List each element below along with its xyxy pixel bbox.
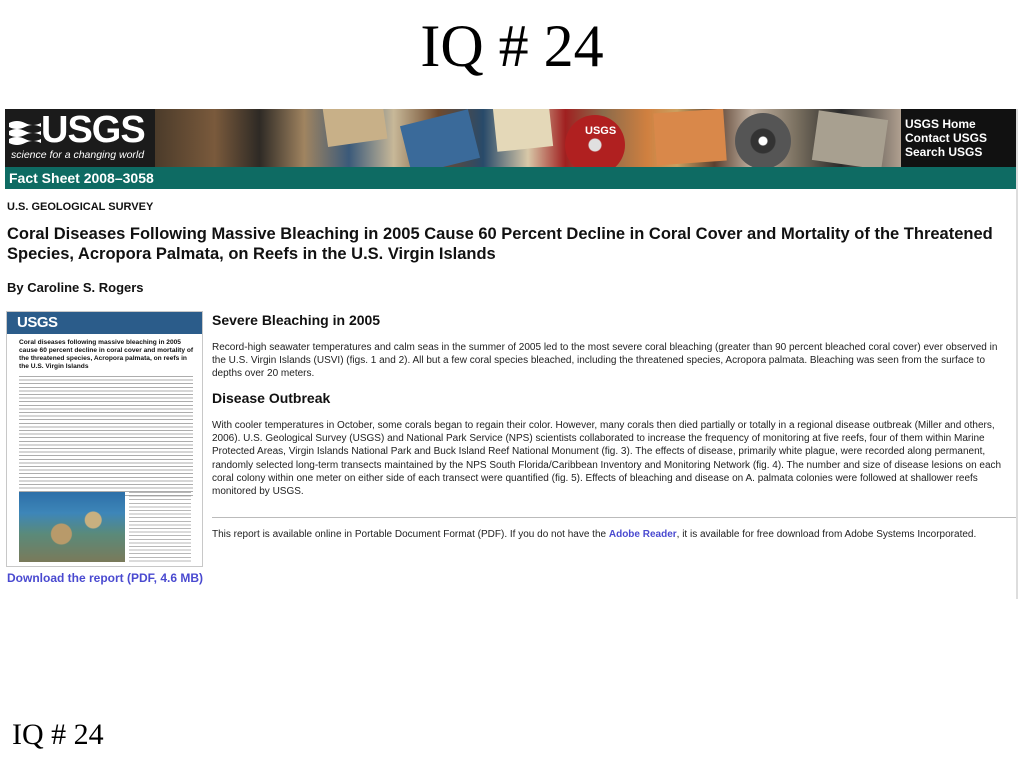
usgs-logo-text: USGS [41, 109, 145, 151]
webpage-screenshot [5, 109, 1018, 599]
slide-footer-label: IQ # 24 [12, 718, 104, 751]
agency-label: U.S. GEOLOGICAL SURVEY [7, 201, 154, 213]
thumbnail-text-column [19, 376, 77, 496]
section-body-disease: With cooler temperatures in October, some corals began to regain their color. However, many corals then died partially or totally in a regional disease outbreak (Miller and others, 2006). U.S. Geological Survey (USGS) and National Park Service (NPS) scientists collaborated to increase the frequency of monitoring at five reefs, four of them within Marine Protected Areas, Virgin Islands National Park and Buck Island Reef National Monument (fig. 3). The effects of disease, primarily white plague, were recorded along permanent, randomly selected long-term transects maintained by the NPS South Florida/Caribbean Inventory and Monitoring Network (fig. 4). The number and size of disease lesions on each coral colony within one meter on either side of each transect were quantified (fig. 5). Effects of bleaching and disease on A. palmata colonies were followed at shallower reefs monitored by USGS. [212, 420, 1002, 498]
nav-search-usgs[interactable]: Search USGS [905, 145, 983, 159]
section-heading-disease: Disease Outbreak [212, 390, 331, 406]
collage-card [493, 109, 553, 152]
thumbnail-sidebar-text [129, 492, 191, 562]
document-author: By Caroline S. Rogers [7, 280, 144, 295]
collage-card [400, 109, 480, 167]
usgs-banner [5, 109, 1016, 167]
usgs-logo[interactable] [5, 109, 155, 167]
collage-usgs-badge: USGS [585, 125, 617, 137]
download-report-link[interactable]: Download the report (PDF, 4.6 MB) [7, 571, 204, 585]
thumbnail-text-column [77, 376, 135, 496]
nav-usgs-home[interactable]: USGS Home [905, 117, 976, 131]
collage-cd-graphic [735, 113, 791, 167]
fact-sheet-bar [5, 167, 1016, 189]
thumbnail-title: Coral diseases following massive bleaching in 2005 cause 60 percent decline in coral cover and mortality of the threatened species, Acropora palmata, on reefs in the U.S. Virgin Islands [19, 339, 194, 370]
slide-title: IQ # 24 [420, 13, 604, 79]
coral-reef-photo [19, 492, 125, 562]
collage-card [323, 109, 388, 147]
content-divider [212, 517, 1016, 518]
section-body-bleaching: Record-high seawater temperatures and calm seas in the summer of 2005 led to the most severe coral bleaching (greater than 90 percent bleached coral cover) ever observed in the U.S. Virgin Islands (USVI) (figs. 1 and 2). All but a few coral species bleached, including the threatened species, Acropora palmata. Bleaching was seen from the surface to depths over 20 meters. [212, 342, 998, 380]
availability-text-before: This report is available online in Portable Document Format (PDF). If you do not have the [212, 529, 609, 540]
report-cover-thumbnail[interactable] [6, 311, 203, 567]
availability-text-after: , it is available for free download from Adobe Systems Incorporated. [676, 529, 977, 540]
collage-card [653, 109, 726, 165]
usgs-waves-icon [9, 119, 43, 145]
publication-collage [155, 109, 901, 167]
document-title: Coral Diseases Following Massive Bleaching in 2005 Cause 60 Percent Decline in Coral Cover and Mortality of the Threatened Species, Acropora Palmata, on Reefs in the U.S. Virgin Islands [7, 225, 993, 263]
usgs-tagline: science for a changing world [11, 149, 145, 161]
thumbnail-text-column [135, 376, 193, 496]
availability-note [212, 528, 1012, 541]
usgs-nav [901, 109, 1016, 167]
collage-card [812, 110, 888, 167]
fact-sheet-number: Fact Sheet 2008–3058 [9, 170, 154, 186]
adobe-reader-link[interactable]: Adobe Reader [608, 529, 677, 540]
section-heading-bleaching: Severe Bleaching in 2005 [212, 312, 381, 328]
thumbnail-header [7, 312, 202, 334]
collage-cd-graphic [565, 115, 625, 167]
thumbnail-usgs-logo: USGS [17, 314, 58, 331]
nav-contact-usgs[interactable]: Contact USGS [905, 131, 988, 145]
